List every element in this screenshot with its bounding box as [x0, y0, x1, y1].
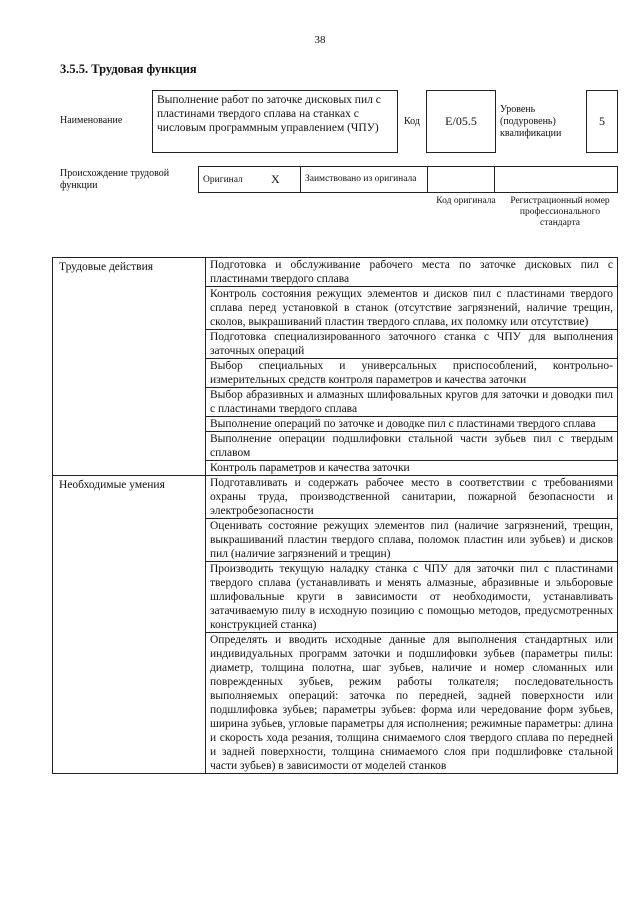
list-item: Выбор абразивных и алмазных шлифовальных кругов для заточки и доводки пил с пластинами твердого сплава — [206, 388, 618, 417]
list-item: Подготовка и обслуживание рабочего места по заточке дисковых пил с пластинами твердого сплава — [206, 258, 618, 287]
reg-number-label: Регистрационный номер профессионального стандарта — [510, 196, 610, 228]
list-item: Определять и вводить исходные данные для выполнения стандартных или индивидуальных программ заточки и подшлифовки зубьев (параметры пилы: диаметр, толщина полотна, шаг зубьев, наличие и номер сломанных или поврежденных зубьев, режим работы толкателя; последовательность выполняемых операций: заточка по передней, задней поверхности или подшлифовка зубьев; параметры зубьев: форма или чередование форм зубьев, ширина зубьев, угловые параметры для исполнения; режимные параметры: длина и скорость хода резания, толщина снимаемого слоя твердого сплава по передней и задней поверхности, толщина снимаемого слоя при подшлифовке стальной части зубьев) в зависимости от моделей станков — [206, 633, 618, 774]
name-label: Наименование — [60, 115, 123, 126]
list-item: Выбор специальных и универсальных приспособлений, контрольно-измерительных средств контроля параметров и качества заточки — [206, 359, 618, 388]
list-item: Производить текущую наладку станка с ЧПУ для заточки пил с пластинами твердого сплава (устанавливать и менять алмазные, абразивные и эльборовые шлифовальные круги в зависимости от необходимости, устанавливать затачиваемую пилу в исходную позицию с помощью методов, предусмотренных конструкцией станка) — [206, 562, 618, 633]
list-item: Оценивать состояние режущих элементов пил (наличие загрязнений, трещин, выкрашиваний пластин твердого сплава, поломок пластин или зубьев) и дисков пил (наличие загрязнений и трещин) — [206, 519, 618, 562]
reg-number-cell — [495, 167, 618, 193]
borrowed-label: Заимствовано из оригинала — [301, 167, 428, 193]
page-number: 38 — [314, 34, 326, 46]
list-item: Выполнение операций по заточке и доводке пил с пластинами твердого сплава — [206, 417, 618, 432]
table-row — [53, 258, 618, 287]
section-title-skills: Необходимые умения — [53, 476, 206, 774]
code-value: E/05.5 — [426, 90, 496, 153]
section-title-actions: Трудовые действия — [53, 258, 206, 476]
origin-label: Происхождение трудовой функции — [60, 168, 170, 191]
function-details-table — [52, 257, 618, 774]
table-row — [53, 476, 618, 519]
original-label: Оригинал — [199, 167, 268, 193]
list-item: Контроль состояния режущих элементов и дисков пил с пластинами твердого сплава перед установкой в станок (отсутствие загрязнений, наличие трещин, сколов, выкрашиваний пластин твердого сплава, их поломку или отсутствие) — [206, 287, 618, 330]
level-value: 5 — [586, 90, 618, 153]
code-label: Код — [404, 116, 420, 127]
list-item: Выполнение операции подшлифовки стальной части зубьев пил с твердым сплавом — [206, 432, 618, 461]
original-mark: X — [267, 167, 301, 193]
list-item: Подготовка специализированного заточного станка с ЧПУ для выполнения заточных операций — [206, 330, 618, 359]
list-item: Контроль параметров и качества заточки — [206, 461, 618, 476]
origin-table — [198, 166, 618, 193]
function-name-box: Выполнение работ по заточке дисковых пил с пластинами твердого сплава на станках с числовым программным управлением (ЧПУ) — [152, 90, 398, 153]
section-title: 3.5.5. Трудовая функция — [60, 62, 197, 76]
code-original-cell — [428, 167, 495, 193]
code-original-label: Код оригинала — [436, 196, 496, 206]
list-item: Подготавливать и содержать рабочее место в соответствии с требованиями охраны труда, производственной санитарии, пожарной безопасности и электробезопасности — [206, 476, 618, 519]
level-label: Уровень (подуровень) квалификации — [500, 104, 562, 139]
